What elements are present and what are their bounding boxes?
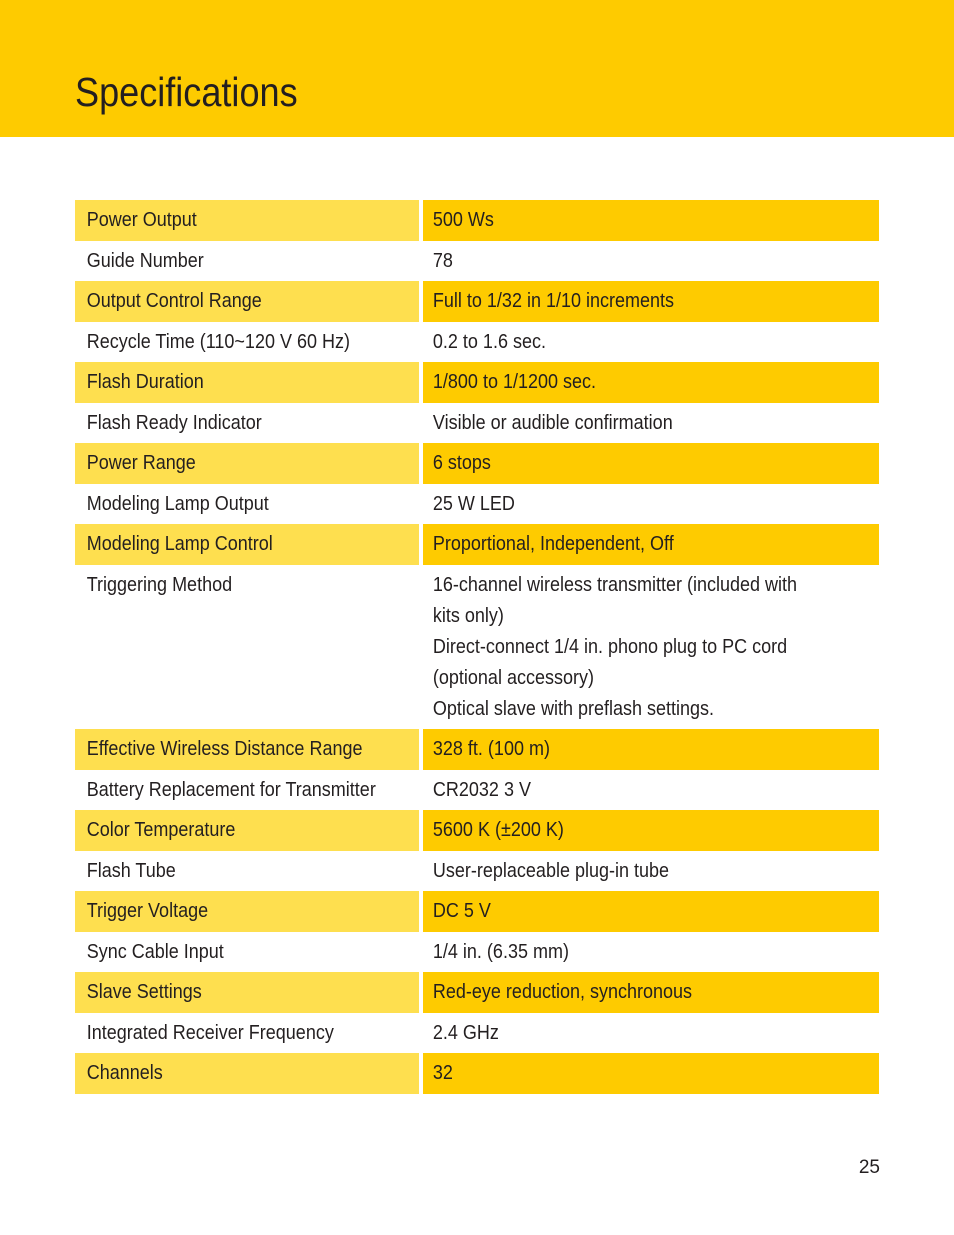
spec-value-line: 78 <box>432 250 453 272</box>
spec-value-cell <box>423 729 879 770</box>
spec-label: Power Range <box>86 452 196 474</box>
spec-row <box>75 524 879 565</box>
spec-value-line: 1/800 to 1/1200 sec. <box>432 371 597 393</box>
page-title: Specifications <box>75 69 298 115</box>
spec-value-cell <box>423 241 879 281</box>
spec-value-cell <box>423 322 879 362</box>
spec-value-cell <box>423 524 879 565</box>
spec-value <box>423 972 833 1012</box>
spec-value-line: CR2032 3 V <box>432 779 531 801</box>
spec-value-line: 2.4 GHz <box>432 1022 499 1044</box>
spec-label-cell <box>75 729 419 770</box>
spec-row <box>75 443 879 484</box>
spec-label-cell <box>75 484 419 524</box>
spec-value-line: 500 Ws <box>432 209 494 231</box>
spec-row <box>75 241 879 281</box>
spec-value-line: 25 W LED <box>432 493 515 515</box>
spec-label-cell <box>75 322 419 362</box>
spec-value <box>423 932 833 972</box>
spec-value-line: Direct-connect 1/4 in. phono plug to PC cord <box>432 636 788 658</box>
spec-row <box>75 729 879 770</box>
spec-value-cell <box>423 770 879 810</box>
spec-label: Effective Wireless Distance Range <box>86 738 363 760</box>
spec-value <box>423 200 833 240</box>
spec-label-cell <box>75 565 419 729</box>
spec-table <box>75 200 879 1094</box>
spec-value-cell <box>423 565 879 729</box>
spec-row <box>75 932 879 972</box>
spec-value <box>423 1053 833 1093</box>
spec-value-line: 5600 K (±200 K) <box>432 819 564 841</box>
spec-value-line: (optional accessory) <box>432 667 594 689</box>
spec-label: Battery Replacement for Transmitter <box>86 779 376 801</box>
spec-label-cell <box>75 443 419 484</box>
spec-row <box>75 1053 879 1094</box>
spec-value <box>423 810 833 850</box>
page-number: 25 <box>858 1157 880 1178</box>
spec-row <box>75 810 879 851</box>
spec-value-line: kits only) <box>432 605 504 627</box>
spec-label-cell <box>75 851 419 891</box>
spec-label-cell <box>75 403 419 443</box>
spec-value-line: Visible or audible confirmation <box>432 412 673 434</box>
spec-value <box>423 322 833 362</box>
spec-label: Flash Ready Indicator <box>86 412 262 434</box>
spec-row <box>75 403 879 443</box>
spec-label-cell <box>75 362 419 403</box>
spec-value <box>423 443 833 483</box>
spec-label-cell <box>75 200 419 241</box>
spec-table-body <box>75 200 879 1094</box>
spec-label-cell <box>75 770 419 810</box>
spec-value-cell <box>423 1013 879 1053</box>
spec-label-cell <box>75 972 419 1013</box>
spec-label: Guide Number <box>86 250 204 272</box>
spec-value-cell <box>423 891 879 932</box>
spec-value-cell <box>423 932 879 972</box>
spec-value-cell <box>423 403 879 443</box>
spec-label: Output Control Range <box>86 290 262 312</box>
spec-label-cell <box>75 281 419 322</box>
spec-value <box>423 565 833 729</box>
spec-label: Triggering Method <box>86 574 233 596</box>
spec-value <box>423 891 833 931</box>
spec-row <box>75 362 879 403</box>
spec-value <box>423 403 833 443</box>
spec-label: Color Temperature <box>86 819 236 841</box>
spec-label-cell <box>75 891 419 932</box>
spec-label: Integrated Receiver Frequency <box>86 1022 334 1044</box>
spec-value <box>423 524 833 564</box>
spec-value-line: Proportional, Independent, Off <box>432 533 674 555</box>
spec-label: Power Output <box>86 209 197 231</box>
spec-row <box>75 281 879 322</box>
spec-value-cell <box>423 362 879 403</box>
spec-label: Flash Duration <box>86 371 204 393</box>
spec-value-line: User-replaceable plug-in tube <box>432 860 670 882</box>
spec-label: Modeling Lamp Output <box>86 493 269 515</box>
spec-value-cell <box>423 1053 879 1094</box>
spec-value <box>423 281 833 321</box>
spec-label: Slave Settings <box>86 981 202 1003</box>
spec-label-cell <box>75 1053 419 1094</box>
spec-value-line: 0.2 to 1.6 sec. <box>432 331 546 353</box>
spec-label: Trigger Voltage <box>86 900 209 922</box>
spec-value-line: 1/4 in. (6.35 mm) <box>432 941 569 963</box>
spec-label: Sync Cable Input <box>86 941 224 963</box>
spec-label-cell <box>75 524 419 565</box>
spec-value-cell <box>423 443 879 484</box>
spec-value <box>423 1013 833 1053</box>
spec-label: Recycle Time (110~120 V 60 Hz) <box>86 331 350 353</box>
spec-value <box>423 484 833 524</box>
spec-row <box>75 972 879 1013</box>
spec-value <box>423 851 833 891</box>
spec-value-cell <box>423 281 879 322</box>
spec-value-line: 6 stops <box>432 452 491 474</box>
spec-value-cell <box>423 972 879 1013</box>
spec-value <box>423 770 833 810</box>
spec-row <box>75 565 879 729</box>
spec-row <box>75 322 879 362</box>
spec-value <box>423 241 833 281</box>
spec-value-line: Red-eye reduction, synchronous <box>432 981 693 1003</box>
spec-label-cell <box>75 241 419 281</box>
spec-row <box>75 770 879 810</box>
spec-value-cell <box>423 484 879 524</box>
spec-label: Modeling Lamp Control <box>86 533 273 555</box>
spec-value-line: Optical slave with preflash settings. <box>432 698 715 720</box>
spec-value-line: DC 5 V <box>432 900 491 922</box>
spec-row <box>75 200 879 241</box>
spec-value <box>423 729 833 769</box>
spec-value-line: 16-channel wireless transmitter (included with <box>432 574 798 596</box>
spec-label: Flash Tube <box>86 860 176 882</box>
spec-row <box>75 851 879 891</box>
spec-row <box>75 484 879 524</box>
spec-row <box>75 1013 879 1053</box>
spec-row <box>75 891 879 932</box>
spec-label-cell <box>75 810 419 851</box>
spec-label-cell <box>75 1013 419 1053</box>
spec-label: Channels <box>86 1062 163 1084</box>
spec-value-cell <box>423 200 879 241</box>
spec-value <box>423 362 833 402</box>
spec-value-cell <box>423 810 879 851</box>
spec-value-line: 328 ft. (100 m) <box>432 738 550 760</box>
spec-label-cell <box>75 932 419 972</box>
spec-value-cell <box>423 851 879 891</box>
spec-value-line: 32 <box>432 1062 453 1084</box>
spec-value-line: Full to 1/32 in 1/10 increments <box>432 290 675 312</box>
